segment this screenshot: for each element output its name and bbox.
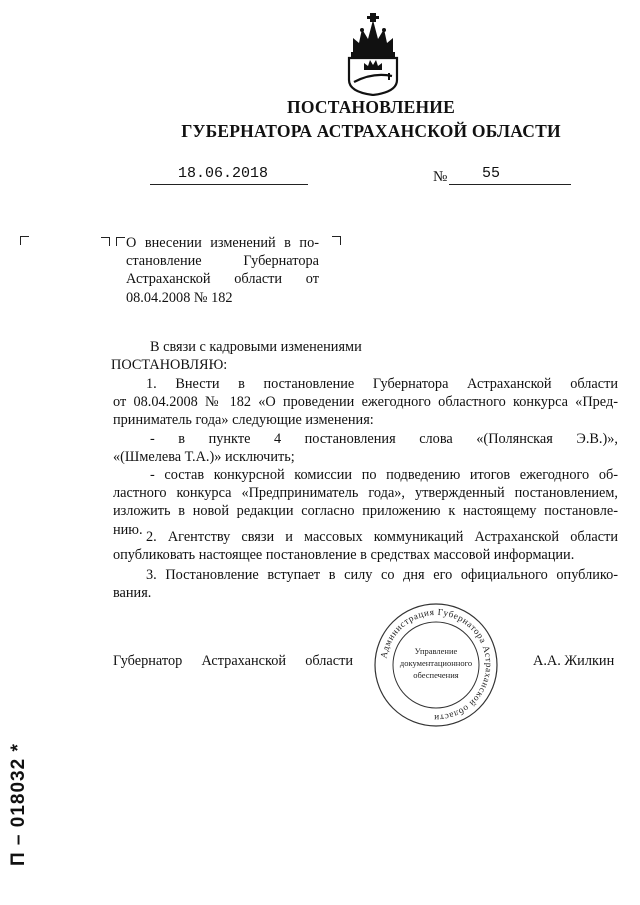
item-2 — [113, 528, 618, 564]
doc-title-line1: ПОСТАНОВЛЕНИЕ — [287, 97, 455, 117]
item-3-line: 3. Постановление вступает в силу со дня его официального опублико- — [146, 567, 618, 583]
item-1-sub2-line: - состав конкурсной комиссии по подведению итогов ежегодного об- — [150, 467, 618, 484]
item-3-line: вания. — [113, 585, 152, 602]
subject-line: О внесении изменений в по- — [126, 235, 319, 251]
doc-title-line2: ГУБЕРНАТОРА АСТРАХАНСКОЙ ОБЛАСТИ — [181, 121, 561, 141]
subject-line: 08.04.2008 № 182 — [126, 289, 233, 306]
subject-corner-mid2 — [116, 237, 125, 246]
subject-corner-right — [332, 236, 341, 245]
signature-position: Губернатор Астраханской области — [113, 653, 353, 669]
item-1-line: приниматель года» следующие изменения: — [113, 412, 374, 429]
intro-text: В связи с кадровыми изменениями — [150, 339, 362, 355]
stamp-center-line: обеспечения — [413, 670, 459, 680]
official-stamp — [373, 602, 499, 728]
item-1-sub1-line: «(Шмелева Т.А.)» исключить; — [113, 448, 295, 465]
stamp-ring-text: Администрация Губернатора Астраханской области — [378, 606, 495, 724]
item-1-sub2-line: ластного конкурса «Предприниматель года», утвержденный постановлением, — [113, 485, 618, 502]
number-value: 55 — [482, 165, 501, 182]
stamp-center-line: Управление — [414, 646, 458, 656]
stamp-center-line: документационного — [399, 658, 473, 668]
item-1-sub2-line: изложить в новой редакции согласно приложению к настоящему постановле- — [113, 503, 618, 520]
number-prefix: № — [433, 169, 448, 185]
signature-name: А.А. Жилкин — [533, 653, 615, 669]
subject-corner-left — [20, 236, 29, 245]
item-2-line: опубликовать настоящее постановление в средствах массовой информации. — [113, 547, 575, 564]
date-value: 18.06.2018 — [178, 165, 269, 182]
item-1-line: 1. Внести в постановление Губернатора Астраханской области — [146, 376, 618, 392]
form-serial-number: П – 018032 * — [8, 743, 29, 866]
decree-word: ПОСТАНОВЛЯЮ: — [111, 357, 228, 373]
item-1-sub2-line: нию. — [113, 521, 143, 538]
item-2-line: 2. Агентству связи и массовых коммуникаций Астраханской области — [146, 529, 618, 545]
date-field — [150, 165, 308, 185]
item-1 — [113, 375, 618, 539]
coat-of-arms-emblem — [340, 12, 406, 96]
item-3 — [113, 566, 618, 602]
subject-line: становление Губернатора — [126, 253, 319, 270]
subject-corner-mid — [101, 237, 110, 246]
subject-block — [126, 234, 319, 307]
item-1-line: от 08.04.2008 № 182 «О проведении ежегодного областного конкурса «Пред- — [113, 394, 618, 411]
item-1-sub1-line: - в пункте 4 постановления слова «(Полянская Э.В.)», — [150, 430, 618, 447]
number-field — [449, 165, 571, 185]
subject-line: Астраханской области от — [126, 271, 319, 288]
